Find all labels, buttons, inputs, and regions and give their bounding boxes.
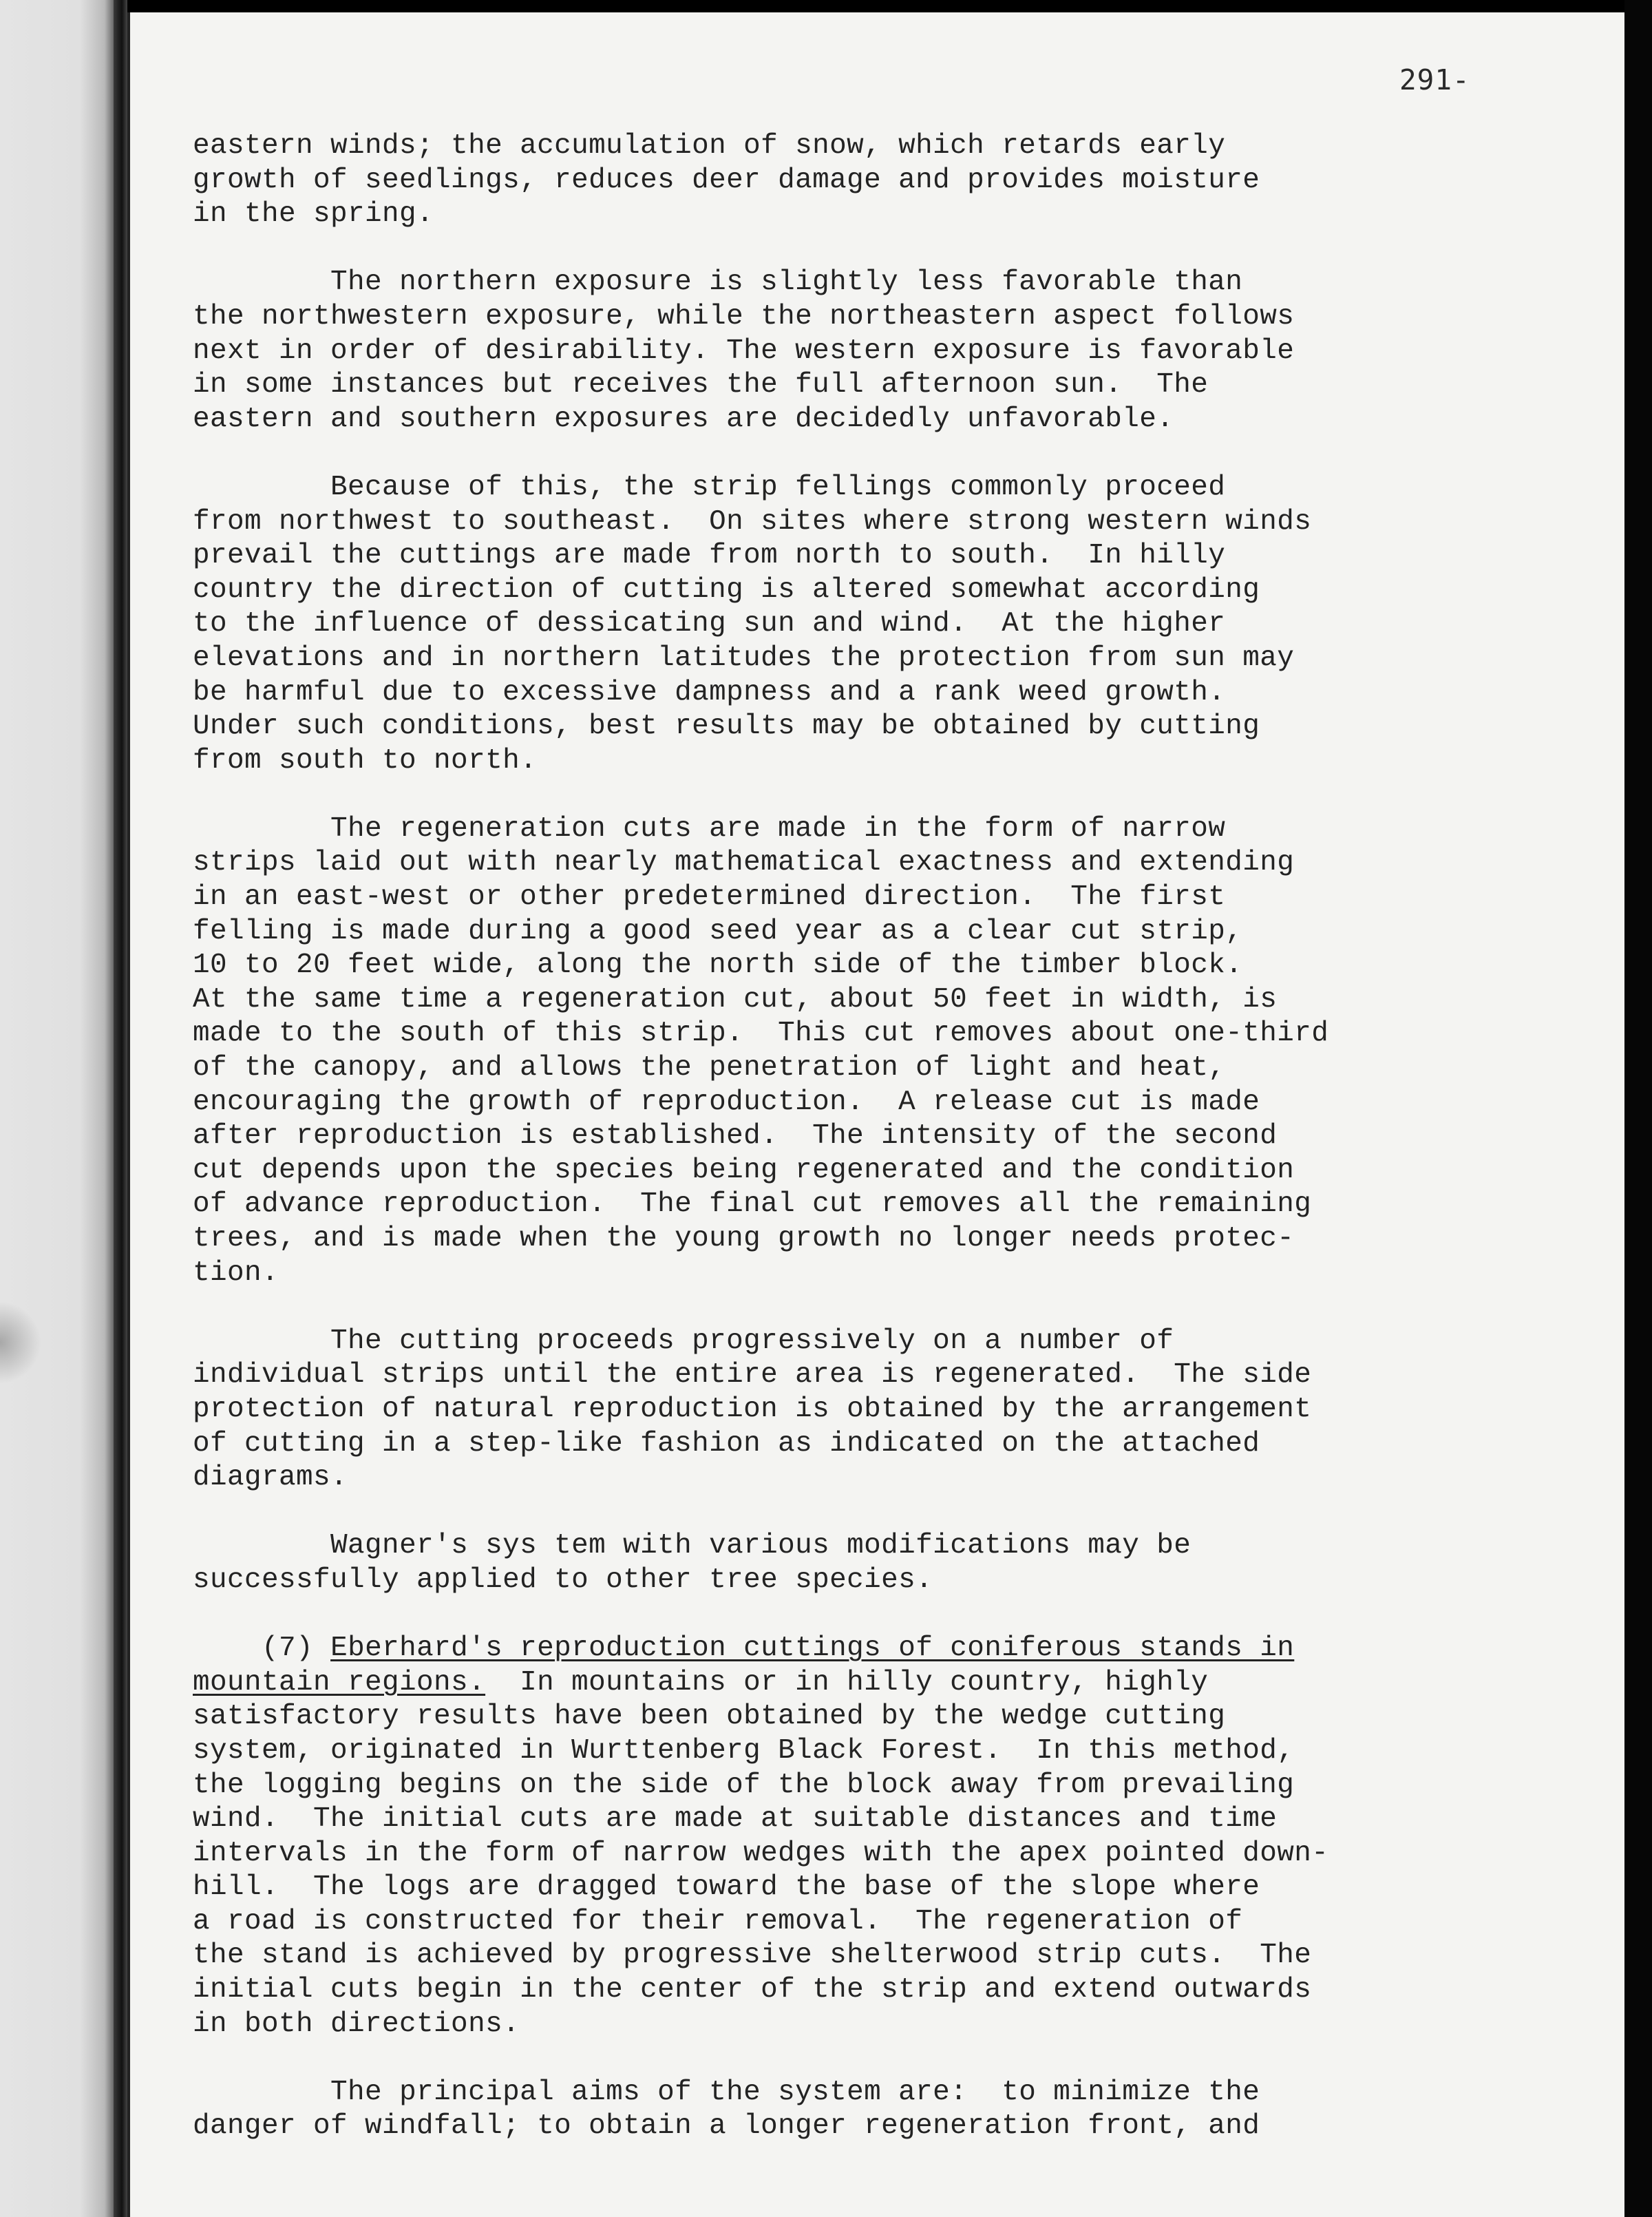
paragraph-6: Wagner's sys tem with various modifications may be successfully applied to other tree species.	[193, 1530, 1192, 1596]
paragraph-1: eastern winds; the accumulation of snow, which retards early growth of seedlings, reduces deer damage and provides moisture in the spring.	[193, 130, 1260, 231]
page-text	[193, 129, 1611, 2178]
paragraph-5: The cutting proceeds progressively on a number of individual strips until the entire area is regenerated. The side protection of natural reproduction is obtained by the arrangement of cutting in a step-like fashion as indicated on the attached diagrams.	[193, 1325, 1312, 1494]
paragraph-4: The regeneration cuts are made in the form of narrow strips laid out with nearly mathematical exactness and extending in an east-west or other predetermined direction. The first felling is made during a good seed year as a clear cut strip, 10 to 20 feet wide, along the north side of the timber block. At the same time a regeneration cut, about 50 feet in width, is made to the south of this strip. This cut removes about one-third of the canopy, and allows the penetration of light and heat, encouraging the growth of reproduction. A release cut is made after reproduction is established. The intensity of the second cut depends upon the species being regenerated and the condition of advance reproduction. The final cut removes all the remaining trees, and is made when the young growth no longer needs protec- tion.	[193, 812, 1329, 1289]
section-7-heading: Eberhard's reproduction cuttings of coniferous stands in	[330, 1632, 1295, 1665]
section-7-paragraph: (7) Eberhard's reproduction cuttings of coniferous stands in mountain regions. In mountains or in hilly country, highly satisfactory results have been obtained by the wedge cutting system, originated in Wurttenberg Black Forest. In this method, the logging begins on the side of the block away from prevailing wind. The initial cuts are made at suitable distances and time intervals in the form of narrow wedges with the apex pointed down- hill. The logs are dragged toward the base of the slope where a road is constructed for their removal. The regeneration of the stand is achieved by progressive shelterwood strip cuts. The initial cuts begin in the center of the strip and extend outwards in both directions.	[193, 1632, 1329, 2040]
page-number: 291-	[1399, 63, 1470, 96]
book-gutter	[114, 0, 127, 2217]
final-paragraph: The principal aims of the system are: to minimize the danger of windfall; to obtain a longer regeneration front, and	[193, 2076, 1260, 2143]
left-page-crease	[0, 1301, 41, 1384]
paragraph-3: Because of this, the strip fellings commonly proceed from northwest to southeast. On sites where strong western winds prevail the cuttings are made from north to south. In hilly country the direction of cutting is altered somewhat according to the influence of dessicating sun and wind. At the higher elevations and in northern latitudes the protection from sun may be harmful due to excessive dampness and a rank weed growth. Under such conditions, best results may be obtained by cutting from south to north.	[193, 471, 1312, 777]
left-facing-page	[0, 0, 114, 2217]
section-7-heading-cont: mountain regions.	[193, 1666, 486, 1699]
paragraph-2: The northern exposure is slightly less favorable than the northwestern exposure, while the northeastern aspect follows next in order of desirability. The western exposure is favorable in some instances but receives the full afternoon sun. The eastern and southern exposures are decidedly unfavorable.	[193, 266, 1295, 435]
scan-background-edge	[1624, 0, 1652, 2217]
